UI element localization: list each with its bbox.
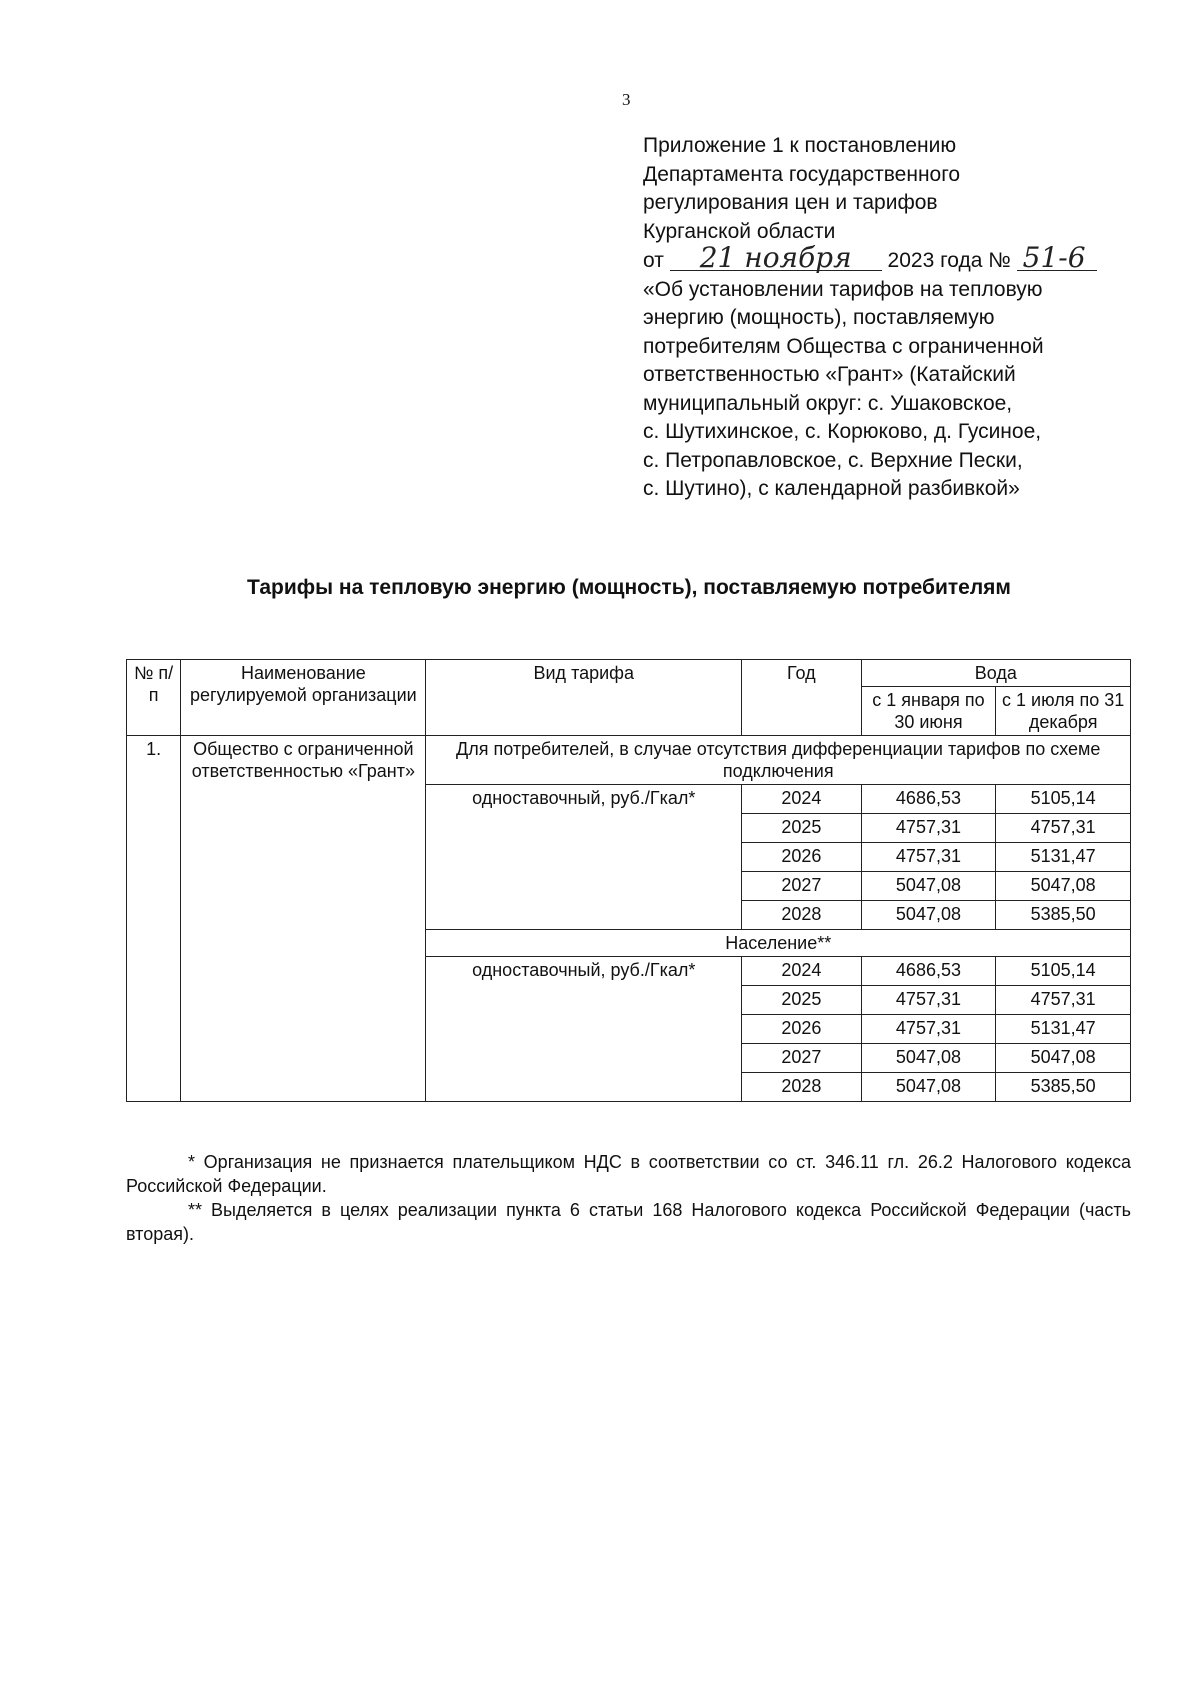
tariff-value: 5047,08	[861, 1073, 996, 1102]
appendix-line: Департамента государственного	[643, 162, 961, 186]
year-cell: 2027	[742, 1044, 862, 1073]
year-cell: 2028	[742, 1073, 862, 1102]
header-org: Наименование регулируемой организации	[181, 660, 426, 736]
tariff-value: 5131,47	[996, 1015, 1131, 1044]
tariff-value: 5047,08	[861, 901, 996, 930]
section-header: Для потребителей, в случае отсутствия дифференциации тарифов по схеме подключения	[426, 736, 1131, 785]
subject-line: ответственностью «Грант» (Катайский	[643, 363, 1016, 386]
tariff-value: 4757,31	[996, 986, 1131, 1015]
tariff-type-cell: одноставочный, руб./Гкал*	[426, 785, 742, 930]
year-cell: 2027	[742, 872, 862, 901]
footnote: * Организация не признается плательщиком НДС в соответствии со ст. 346.11 гл. 26.2 Налогового кодекса Российской Федерации.	[126, 1152, 1131, 1196]
resolution-date-line	[643, 241, 1123, 276]
tariff-value: 5047,08	[861, 872, 996, 901]
header-tariff-type: Вид тарифа	[426, 660, 742, 736]
footnotes	[126, 1150, 1131, 1246]
year-cell: 2026	[742, 1015, 862, 1044]
tariff-value: 5105,14	[996, 957, 1131, 986]
date-prefix: от	[643, 249, 664, 272]
tariff-value: 5047,08	[996, 1044, 1131, 1073]
subject-line: энергию (мощность), поставляемую	[643, 306, 995, 329]
subject-line: с. Шутихинское, с. Корюково, д. Гусиное,	[643, 420, 1042, 443]
header-period2: с 1 июля по 31 декабря	[996, 687, 1131, 736]
tariff-value: 4757,31	[861, 1015, 996, 1044]
tariff-value: 5105,14	[996, 785, 1131, 814]
handwritten-number: 51-6	[1017, 246, 1097, 271]
handwritten-date: 21 ноября	[670, 246, 882, 271]
year-cell: 2026	[742, 843, 862, 872]
appendix-line: регулирования цен и тарифов	[643, 191, 938, 214]
tariff-value: 4686,53	[861, 785, 996, 814]
footnote: ** Выделяется в целях реализации пункта 6 статьи 168 Налогового кодекса Российской Федерации (часть вторая).	[126, 1200, 1131, 1244]
year-cell: 2025	[742, 814, 862, 843]
subject-line: с. Петропавловское, с. Верхние Пески,	[643, 448, 1023, 472]
date-suffix: 2023 года №	[887, 249, 1011, 272]
year-cell: 2024	[742, 785, 862, 814]
tariff-value: 4757,31	[861, 814, 996, 843]
tariff-value: 5385,50	[996, 1073, 1131, 1102]
appendix-line: Курганской области	[643, 219, 836, 243]
section-header: Население**	[426, 930, 1131, 957]
tariff-value: 4757,31	[996, 814, 1131, 843]
subject-line: муниципальный округ: с. Ушаковское,	[643, 391, 1013, 415]
header-period1: с 1 января по 30 июня	[861, 687, 996, 736]
tariff-type-cell: одноставочный, руб./Гкал*	[426, 957, 742, 1102]
table-header-row	[127, 660, 1131, 687]
tariff-value: 5385,50	[996, 901, 1131, 930]
header-num: № п/п	[127, 660, 181, 736]
tariff-value: 5131,47	[996, 843, 1131, 872]
tariff-value: 4757,31	[861, 986, 996, 1015]
document-title: Тарифы на тепловую энергию (мощность), поставляемую потребителям	[247, 576, 1011, 599]
subject-line: потребителям Общества с ограниченной	[643, 334, 1044, 358]
table-row	[127, 736, 1131, 785]
year-cell: 2025	[742, 986, 862, 1015]
organization-name: Общество с ограниченной ответственностью «Грант»	[181, 736, 426, 1102]
subject-line: «Об установлении тарифов на тепловую	[643, 277, 1043, 301]
year-cell: 2024	[742, 957, 862, 986]
header-year: Год	[742, 660, 862, 736]
appendix-line: Приложение 1 к постановлению	[643, 134, 957, 157]
year-cell: 2028	[742, 901, 862, 930]
subject-line: с. Шутино), с календарной разбивкой»	[643, 477, 1020, 500]
appendix-header	[643, 132, 1123, 504]
tariff-value: 4686,53	[861, 957, 996, 986]
tariff-value: 5047,08	[861, 1044, 996, 1073]
header-water: Вода	[861, 660, 1130, 687]
tariff-value: 4757,31	[861, 843, 996, 872]
page-number: 3	[622, 90, 631, 109]
tariff-value: 5047,08	[996, 872, 1131, 901]
tariff-table	[126, 659, 1131, 1102]
row-number: 1.	[127, 736, 181, 1102]
